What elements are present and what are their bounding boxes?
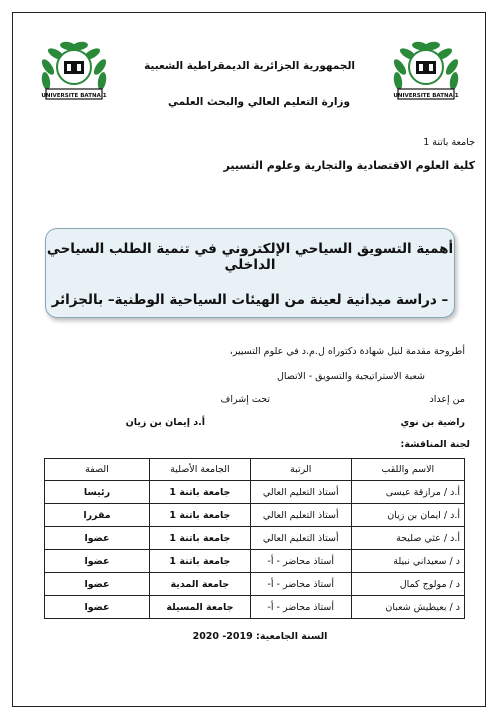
table-row [45,550,465,573]
member-role: عضوا [45,550,150,573]
member-university: جامعة باتنة 1 [150,527,251,550]
member-name: أ.د / ايمان بن زيان [351,504,464,527]
member-university: جامعة باتنة 1 [150,550,251,573]
republic-name: الجمهورية الجزائرية الديمقراطية الشعبية [144,60,355,72]
supervisor-name: أ.د إيمان بن زيان [125,417,205,428]
logo-caption: UNIVERSITE BATNA 1 [393,93,459,99]
member-rank: أستاذ التعليم العالي [250,481,351,504]
table-row [45,481,465,504]
table-row [45,573,465,596]
table-row [45,596,465,619]
member-rank: أستاذ محاضر - أ- [250,550,351,573]
table-row [45,527,465,550]
student-name: راضية بن نوي [400,417,465,428]
thesis-title-box [45,228,455,318]
member-role: رئيسا [45,481,150,504]
member-university: جامعة باتنة 1 [150,481,251,504]
supervised-by-label: تحت إشراف [220,394,270,405]
column-header-role: الصفة [45,459,150,481]
member-role: عضوا [45,596,150,619]
table-row [45,504,465,527]
member-role: عضوا [45,527,150,550]
specialty: شعبة الاستراتيجية والتسويق - الاتصال [276,371,425,382]
university-name: جامعة باتنة 1 [423,137,475,148]
table-header-row [45,459,465,481]
member-rank: أستاذ محاضر - أ- [250,596,351,619]
member-rank: أستاذ محاضر - أ- [250,573,351,596]
member-name: أ.د / مرازقة عيسى [351,481,464,504]
column-header-name: الاسم واللقب [351,459,464,481]
column-header-rank: الرتبة [250,459,351,481]
member-name: أ.د / عثي صليحة [351,527,464,550]
university-logo-left [38,37,110,105]
thesis-description: أطروحة مقدمة لنيل شهادة دكتوراه ل.م.د في علوم التسيير، [229,346,465,357]
member-university: جامعة باتنة 1 [150,504,251,527]
academic-year: السنة الجامعية: 2019- 2020 [192,631,328,642]
logo-caption: UNIVERSITE BATNA 1 [41,93,107,99]
ministry-name: وزارة التعليم العالي والبحث العلمي [167,96,350,108]
thesis-title-line1: أهمية التسويق السياحي الإلكتروني في تنمية الطلب السياحي الداخلي [46,241,454,273]
member-university: جامعة المدية [150,573,251,596]
university-logo-right [390,37,462,105]
member-university: جامعة المسيلة [150,596,251,619]
member-name: د / مولوج كمال [351,573,464,596]
member-name: د / بعيطيش شعبان [351,596,464,619]
member-rank: أستاذ التعليم العالي [250,504,351,527]
committee-label: لجنة المناقشة: [400,439,470,450]
committee-table [44,458,465,619]
member-role: مقررا [45,504,150,527]
column-header-university: الجامعة الأصلية [150,459,251,481]
thesis-title-line2: – دراسة ميدانية لعينة من الهيئات السياحية الوطنية– بالجزائر [51,292,449,308]
member-role: عضوا [45,573,150,596]
member-rank: أستاذ التعليم العالي [250,527,351,550]
faculty-name: كلية العلوم الاقتصادية والتجارية وعلوم التسيير [223,159,475,172]
prepared-by-label: من إعداد [429,394,465,405]
member-name: د / سعيداني نبيلة [351,550,464,573]
